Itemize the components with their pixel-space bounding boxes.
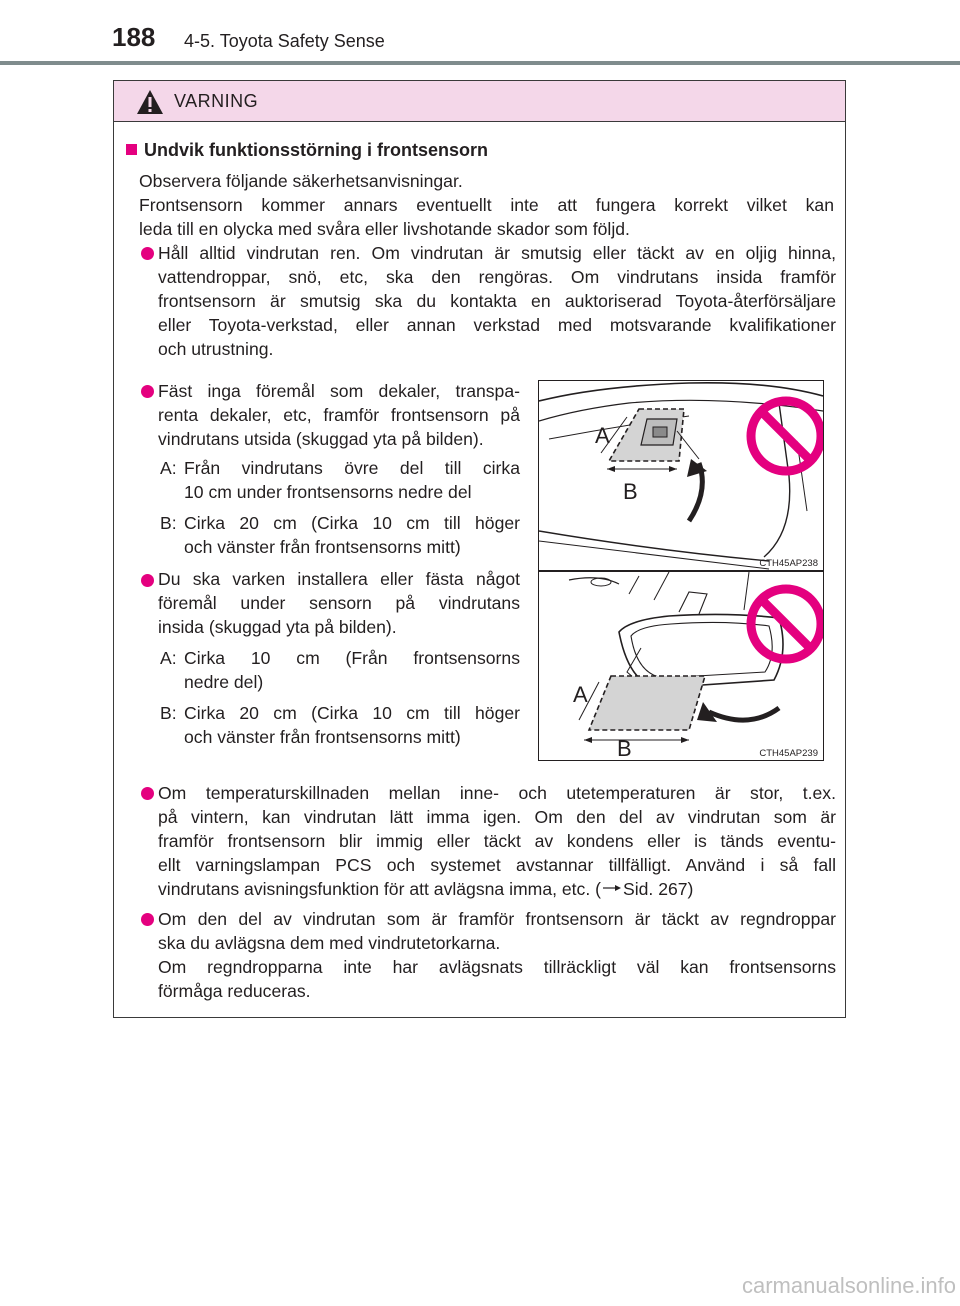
intro-line: Observera följande säkerhetsanvisningar. [139, 171, 463, 191]
bullet-line: vattendroppar, snö, etc, ska den rengöras. Om vindrutans insida framför [158, 267, 836, 287]
figure-code: CTH45AP239 [759, 748, 818, 759]
page-number: 188 [112, 22, 156, 52]
bullet-line: Fäst inga föremål som dekaler, transpa- [158, 381, 520, 401]
figure-label-a: A [573, 682, 588, 707]
bullet-line: och utrustning. [158, 339, 274, 359]
item-prefix: A: [160, 648, 177, 668]
windshield-outside-illustration [539, 381, 823, 570]
bullet-3-item-b [160, 701, 520, 749]
bullet-icon [141, 247, 154, 260]
section-title: 4-5. Toyota Safety Sense [184, 31, 385, 51]
bullet-icon [141, 574, 154, 587]
intro-paragraph [139, 169, 834, 241]
bullet-line: på vintern, kan vindrutan lätt imma igen. Om den del av vindrutan som är [158, 807, 836, 827]
item-line: 10 cm under frontsensorns nedre del [184, 482, 472, 502]
bullet-line: insida (skuggad yta på bilden). [158, 617, 397, 637]
warning-label: VARNING [174, 91, 259, 111]
bullet-3-item-a [160, 646, 520, 694]
intro-line: Frontsensorn kommer annars eventuellt inte att fungera korrekt vilket kan [139, 195, 834, 215]
bullet-line [158, 877, 836, 901]
item-prefix: A: [160, 458, 177, 478]
figure-windshield-outside [538, 380, 824, 571]
figure-label-a: A [595, 423, 610, 448]
warning-heading-text: Undvik funktionsstörning i frontsensorn [144, 140, 489, 160]
bullet-icon [141, 913, 154, 926]
bullet-2-item-a [160, 456, 520, 504]
bullet-2-item-b [160, 511, 520, 559]
figure-windshield-inside [538, 571, 824, 761]
item-line: Cirka 20 cm (Cirka 10 cm till höger [184, 703, 520, 723]
bullet-line: Du ska varken installera eller fästa något [158, 569, 520, 589]
bullet-line: renta dekaler, etc, framför frontsensorn på [158, 405, 520, 425]
warning-header [114, 81, 845, 122]
bullet-line: vindrutans utsida (skuggad yta på bilden). [158, 429, 484, 449]
warning-triangle-icon [136, 89, 164, 115]
item-line: Cirka 20 cm (Cirka 10 cm till höger [184, 513, 520, 533]
item-line: Från vindrutans övre del till cirka [184, 458, 520, 478]
bullet-line: föremål under sensorn på vindrutans [158, 593, 520, 613]
page-ref-link[interactable]: Sid. 267) [623, 879, 694, 899]
item-line: och vänster från frontsensorns mitt) [184, 537, 461, 557]
intro-line: leda till en olycka med svåra eller livshotande skador som följd. [139, 219, 630, 239]
figure-code: CTH45AP238 [759, 558, 818, 569]
bullet-line: Om temperaturskillnaden mellan inne- och utetemperaturen är stor, t.ex. [158, 783, 836, 803]
bullet-line: ska du avlägsna dem med vindrutetorkarna. [158, 933, 501, 953]
bullet-line: ellt varningslampan PCS och systemet avstannar tillfälligt. Använd i så fall [158, 855, 836, 875]
figure-label-b: B [623, 479, 638, 504]
bullet-icon [141, 385, 154, 398]
header-rule [0, 61, 960, 65]
bullet-line: Om regndropparna inte har avlägsnats tillräckligt väl kan frontsensorns [158, 957, 836, 977]
bullet-2-text [158, 379, 520, 451]
ref-text: vindrutans avisningsfunktion för att avlägsna imma, etc. ( [158, 879, 601, 899]
item-prefix: B: [160, 513, 177, 533]
bullet-5-text [158, 907, 836, 1003]
windshield-inside-illustration [539, 572, 823, 760]
item-line: Cirka 10 cm (Från frontsensorns [184, 648, 520, 668]
bullet-line: frontsensorn är smutsig ska du kontakta en auktoriserad Toyota-återförsäljare [158, 291, 836, 311]
bullet-4-text [158, 781, 836, 901]
bullet-line: Håll alltid vindrutan ren. Om vindrutan är smutsig eller täckt av en oljig hinna, [158, 243, 836, 263]
square-bullet-icon [126, 144, 137, 155]
item-prefix: B: [160, 703, 177, 723]
warning-box [113, 80, 846, 1018]
watermark: carmanualsonline.info [742, 1273, 957, 1298]
bullet-icon [141, 787, 154, 800]
bullet-line: Om den del av vindrutan som är framför frontsensorn är täckt av regndroppar [158, 909, 836, 929]
item-line: och vänster från frontsensorns mitt) [184, 727, 461, 747]
arrow-right-icon [602, 883, 622, 893]
bullet-1-text [158, 241, 836, 361]
bullet-line: eller Toyota-verkstad, eller annan verkstad med motsvarande kvalifikationer [158, 315, 836, 335]
warning-heading [126, 140, 488, 161]
bullet-3-text [158, 567, 520, 639]
item-line: nedre del) [184, 672, 264, 692]
figure-label-b: B [617, 736, 632, 760]
bullet-line: förmåga reduceras. [158, 981, 311, 1001]
page-header [0, 0, 960, 66]
bullet-line: framför frontsensorn blir immig eller täckt av kondens eller is tänds eventu- [158, 831, 836, 851]
